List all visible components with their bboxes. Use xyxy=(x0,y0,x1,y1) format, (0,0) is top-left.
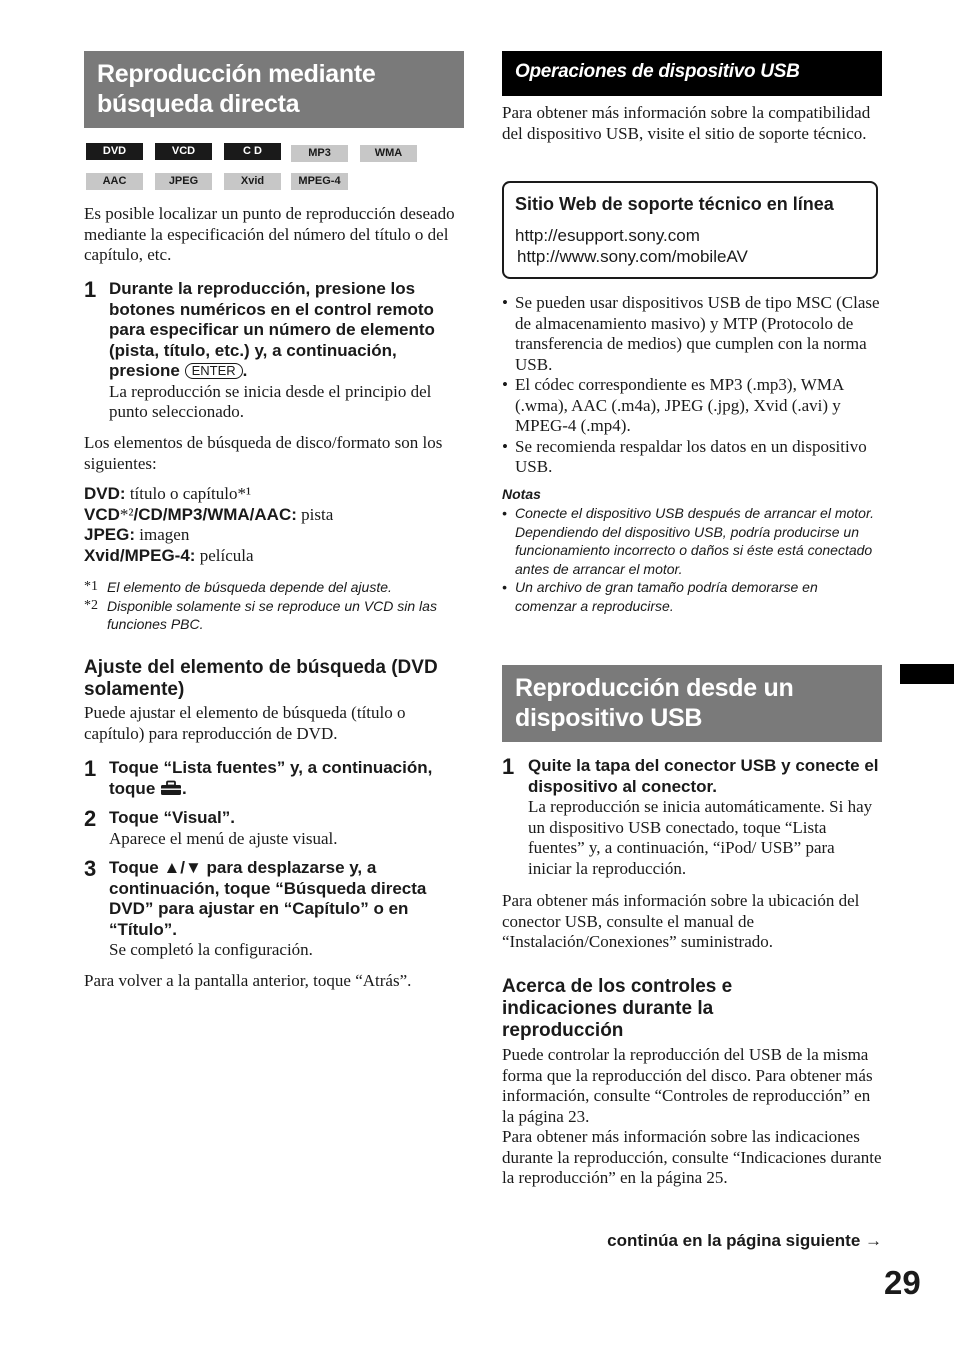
banner-line-2: búsqueda directa xyxy=(97,90,300,118)
search-elements-list xyxy=(84,484,464,566)
back-note: Para volver a la pantalla anterior, toque “Atrás”. xyxy=(84,971,412,990)
step-title-text: Durante la reproducción, presione los botones numéricos en el control remoto para especificar un número de elemento (pista, título, etc.) y, a continuación, presione xyxy=(109,279,435,380)
section-banner-usb-playback xyxy=(502,665,882,742)
step-number: 1 xyxy=(502,754,515,779)
bullet-item: • Se recomienda respaldar los datos en un dispositivo USB. xyxy=(502,437,882,478)
intro-text: Es posible localizar un punto de reproducción deseado mediante la especificación del número del título o del capítulo, etc. xyxy=(84,204,455,264)
element-dvd xyxy=(84,484,464,505)
step-2-visual xyxy=(84,808,464,849)
step-number: 3 xyxy=(84,856,97,881)
controls-heading: Acerca de los controles e indicaciones durante la reproducción xyxy=(502,976,733,1041)
element-value: pista xyxy=(296,504,334,524)
support-box xyxy=(502,181,878,279)
element-label: DVD: xyxy=(84,484,126,503)
step-title: Toque ▲/▼ para desplazarse y, a continuación, toque “Búsqueda directa DVD” para ajustar en “Capítulo” o en “Título”. xyxy=(109,858,427,939)
elements-intro: Los elementos de búsqueda de disco/formato son los siguientes: xyxy=(84,433,443,473)
element-jpeg xyxy=(84,525,464,546)
badge-vcd: VCD xyxy=(155,143,212,160)
step-1-direct-search xyxy=(84,279,464,423)
step-title: Durante la reproducción, presione los botones numéricos en el control remoto para especificar un número de elemento (pista, título, etc.) y, a continuación, presione ENTER . xyxy=(109,279,435,380)
controls-paragraph-2: Para obtener más información sobre las indicaciones durante la reproducción, consulte “Indicaciones durante la reproducción” en la página 25. xyxy=(502,1127,882,1187)
bullet-item: • Se pueden usar dispositivos USB de tipo MSC (Clase de almacenamiento masivo) y MTP (Protocolo de transferencia de medios) que cumplen con la norma USB. xyxy=(502,293,882,375)
badge-dvd: DVD xyxy=(86,143,143,160)
support-box-title: Sitio Web de soporte técnico en línea xyxy=(515,194,834,214)
banner-line-2: dispositivo USB xyxy=(515,704,703,732)
side-tab-marker xyxy=(900,664,954,684)
element-vcd xyxy=(84,505,464,526)
step-body: Aparece el menú de ajuste visual. xyxy=(109,828,338,848)
sub-intro: Puede ajustar el elemento de búsqueda (título o capítulo) para reproducción de DVD. xyxy=(84,703,406,743)
footnotes xyxy=(84,578,464,634)
element-value: imagen xyxy=(135,525,190,544)
usb-bullet-list xyxy=(502,293,882,478)
usb-connector-info: Para obtener más información sobre la ubicación del conector USB, consulte el manual de “Instalación/Conexiones” suministrado. xyxy=(502,891,860,951)
toolbox-icon xyxy=(160,780,182,796)
step-body: Se completó la configuración. xyxy=(109,940,313,959)
badge-wma: WMA xyxy=(360,145,417,162)
element-value: título o capítulo*¹ xyxy=(125,484,252,503)
step-number: 1 xyxy=(84,756,97,781)
footnote-text: El elemento de búsqueda depende del ajuste. xyxy=(107,579,392,595)
step-body: La reproducción se inicia desde el principio del punto seleccionado. xyxy=(109,381,432,421)
badge-mpeg4: MPEG-4 xyxy=(291,173,348,190)
footnote-text: Disponible solamente si se reproduce un VCD sin las funciones PBC. xyxy=(107,597,437,632)
note-item: • Un archivo de gran tamaño podría demorarse en comenzar a reproducirse. xyxy=(502,578,882,615)
footnote-1 xyxy=(84,578,464,597)
step-1-lista-fuentes xyxy=(84,758,464,799)
footnote-mark: *2 xyxy=(84,597,98,613)
footnote-mark: *1 xyxy=(84,579,98,594)
footnote-2 xyxy=(84,597,464,634)
ops-intro: Para obtener más información sobre la compatibilidad del dispositivo USB, visite el sitio de soporte técnico. xyxy=(502,103,871,143)
badge-xvid: Xvid xyxy=(224,173,281,190)
element-value: película xyxy=(195,545,254,565)
badge-mp3: MP3 xyxy=(291,145,348,162)
element-label-b: /CD/MP3/WMA/AAC: xyxy=(133,504,297,524)
banner-line-1: Reproducción desde un xyxy=(515,674,794,702)
notes-list xyxy=(502,504,882,615)
step-3-busqueda xyxy=(84,858,464,961)
section-banner-usb-operations: Operaciones de dispositivo USB xyxy=(502,51,882,96)
step-1-connect-usb xyxy=(502,756,882,879)
support-url-2[interactable]: http://www.sony.com/mobileAV xyxy=(517,247,748,266)
step-title: Quite la tapa del conector USB y conecte el dispositivo al conector. xyxy=(528,756,879,796)
step-body: La reproducción se inicia automáticamente. Si hay un dispositivo USB conectado, toque “Lista fuentes” y, a continuación, “iPod/ USB” para iniciar la reproducción. xyxy=(528,797,873,878)
note-item: • Conecte el dispositivo USB después de arrancar el motor. Dependiendo del dispositivo USB, podría producirse un funcionamiento incorrecto o daños si éste está conectado antes de arrancar el motor. xyxy=(502,504,882,578)
support-url-1[interactable]: http://esupport.sony.com xyxy=(515,226,700,245)
step-title: Toque “Lista fuentes” y, a continuación, toque . xyxy=(109,758,433,798)
page-number: 29 xyxy=(884,1264,921,1301)
continue-indicator: continúa en la página siguiente → xyxy=(607,1231,882,1250)
element-label: JPEG: xyxy=(84,525,136,544)
enter-key: ENTER xyxy=(185,363,243,379)
banner-line-1: Reproducción mediante xyxy=(97,60,376,88)
section-banner-direct-search xyxy=(84,51,464,128)
sub-heading-dvd: Ajuste del elemento de búsqueda (DVD solamente) xyxy=(84,657,438,700)
badge-jpeg: JPEG xyxy=(155,173,212,190)
element-label: VCD xyxy=(84,504,120,524)
element-xvid xyxy=(84,546,464,567)
badge-cd: C D xyxy=(224,143,281,160)
step-number: 2 xyxy=(84,806,97,831)
element-label: Xvid/MPEG-4: xyxy=(84,545,196,565)
controls-paragraph-1: Puede controlar la reproducción del USB de la misma forma que la reproducción del disco. Para obtener más información, consulte “Controles de reproducción” en la página 23. xyxy=(502,1045,873,1126)
step-title-text: Toque “Lista fuentes” y, a continuación, toque xyxy=(109,758,433,798)
step-number: 1 xyxy=(84,277,97,302)
step-title: Toque “Visual”. xyxy=(109,808,235,827)
bullet-item: • El códec correspondiente es MP3 (.mp3), WMA (.wma), AAC (.m4a), JPEG (.jpg), Xvid (.avi) y MPEG-4 (.mp4). xyxy=(502,375,882,437)
notes-title: Notas xyxy=(502,486,541,502)
element-mark: *² xyxy=(119,504,134,524)
badge-aac: AAC xyxy=(86,173,143,190)
